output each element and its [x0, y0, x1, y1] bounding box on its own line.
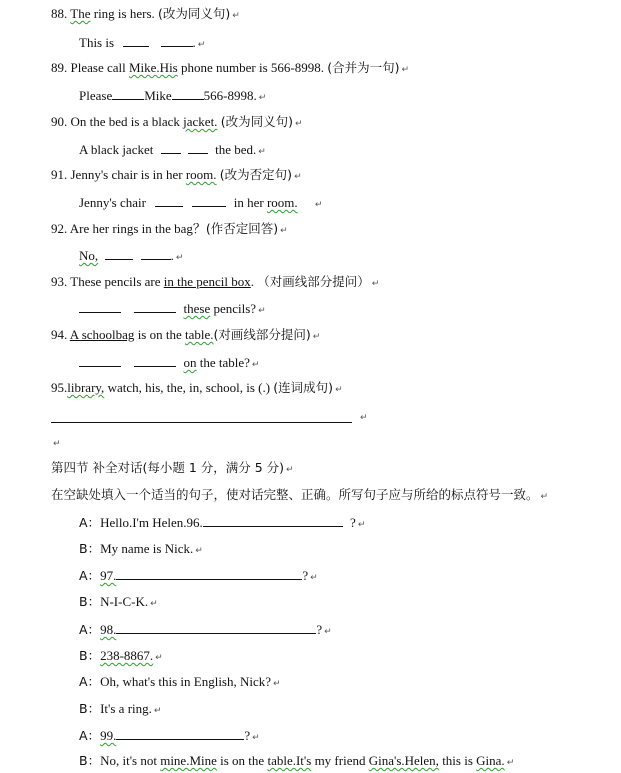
- q91-num: 91.: [51, 167, 68, 182]
- q90-answer-start: A black jacket: [79, 142, 154, 157]
- empty-paragraph: [51, 434, 61, 452]
- q97-blank[interactable]: [116, 567, 302, 580]
- q90-line: [51, 114, 303, 132]
- q88-word-the: The: [70, 6, 91, 21]
- q88-blank-2[interactable]: [161, 34, 193, 47]
- return-mark-icon: ↵: [258, 147, 266, 157]
- speaker-label: B：: [79, 701, 101, 716]
- dialogue-num: 99.: [100, 728, 117, 743]
- q92-line: [51, 221, 288, 239]
- q89-ans-1: Please: [79, 88, 113, 103]
- return-mark-icon: ↵: [324, 627, 332, 637]
- dialogue-line-6: [79, 648, 163, 666]
- dialogue-num: 98.: [100, 622, 117, 637]
- speaker-label: A：: [79, 674, 101, 689]
- return-mark-icon: ↵: [232, 11, 240, 21]
- speaker-label: B：: [79, 594, 101, 609]
- q92-sentence: Are her rings in the bag？: [69, 221, 206, 236]
- q95-instruction: (连词成句): [273, 380, 334, 395]
- q92-blank-1[interactable]: [105, 247, 133, 260]
- q89-answer-line: [79, 87, 266, 106]
- q95-answer-return: [358, 408, 368, 426]
- return-mark-icon: ↵: [252, 733, 260, 743]
- return-mark-icon: ↵: [155, 653, 163, 663]
- q89-line: [51, 60, 409, 78]
- return-mark-icon: ↵: [294, 172, 302, 182]
- return-mark-icon: ↵: [258, 93, 267, 103]
- return-mark-icon: ↵: [401, 65, 410, 75]
- speaker-label: A：: [79, 622, 101, 637]
- return-mark-icon: ↵: [540, 492, 549, 502]
- dialogue-text-c: is on the: [220, 753, 265, 768]
- q95-answer-line[interactable]: [51, 422, 352, 423]
- return-mark-icon: ↵: [153, 706, 162, 716]
- dialogue-text: N-I-C-K.: [100, 594, 149, 609]
- q90-num: 90.: [51, 114, 68, 129]
- return-mark-icon: ↵: [150, 599, 158, 609]
- q91-line: [51, 167, 302, 185]
- dialogue-end: ?: [244, 728, 251, 743]
- q94-instruction: (对画线部分提问): [213, 327, 311, 342]
- q89-instruction: (合并为一句): [327, 60, 400, 75]
- return-mark-icon: ↵: [312, 332, 321, 342]
- dialogue-text: Hello.I'm Helen.96.: [100, 515, 203, 530]
- q93-instruction: （对画线部分提问）: [257, 274, 370, 289]
- q89-blank-1[interactable]: [112, 87, 144, 100]
- section4-title: 第四节 补全对话(每小题 1 分，满分 5 分): [51, 460, 285, 475]
- q91-answer-room: room.: [266, 195, 298, 210]
- q90-instruction: (改为同义句): [220, 114, 293, 129]
- q89-word-mike: Mike.His: [128, 60, 178, 75]
- q92-instruction: (作否定回答): [205, 221, 279, 236]
- section4-title-line: [51, 460, 294, 478]
- q89-sentence-a: Please call: [70, 60, 126, 75]
- q93-answer-end: pencils?: [213, 301, 257, 316]
- speaker-label: A：: [79, 515, 101, 530]
- section4-instruction: 在空缺处填入一个适当的句子，使对话完整、正确。所写句子应与所给的标点符号一致。: [51, 487, 539, 502]
- q88-answer-start: This is: [79, 35, 115, 50]
- return-mark-icon: ↵: [360, 413, 368, 423]
- return-mark-icon: ↵: [195, 546, 203, 556]
- speaker-label: A：: [79, 728, 101, 743]
- dialogue-text-g: this is: [442, 753, 473, 768]
- return-mark-icon: ↵: [175, 253, 184, 263]
- q88-line: [51, 6, 240, 24]
- q94-answer-on: on: [183, 355, 197, 370]
- q95-words: watch, his, the, in, school, is (.): [107, 380, 271, 395]
- dialogue-line-3: [79, 567, 318, 586]
- return-mark-icon: ↵: [197, 40, 206, 50]
- q89-num: 89.: [51, 60, 68, 75]
- dialogue-text: My name is Nick.: [100, 541, 194, 556]
- dialogue-text-h: Gina.: [476, 753, 505, 768]
- dialogue-end: ?: [302, 568, 309, 583]
- q93-num: 93.: [51, 274, 68, 289]
- q90-blank-2[interactable]: [188, 141, 208, 154]
- return-mark-icon: ↵: [286, 465, 294, 475]
- q89-ans-2: Mike: [144, 88, 172, 103]
- dialogue-line-1: [79, 514, 365, 533]
- dialogue-line-9: [79, 727, 260, 746]
- dialogue-text-a: No, it's not: [100, 753, 157, 768]
- dialogue-text: It's a ring.: [100, 701, 152, 716]
- q89-ans-3: 566-8998.: [203, 88, 257, 103]
- dialogue-num: 97.: [100, 568, 117, 583]
- q94-word-table: table.: [185, 327, 214, 342]
- return-mark-icon: ↵: [310, 573, 318, 583]
- dialogue-line-7: [79, 674, 281, 692]
- q91-blank-1[interactable]: [155, 194, 183, 207]
- q96-blank[interactable]: [203, 514, 343, 527]
- q94-blank-1[interactable]: [79, 354, 121, 367]
- q93-underlined-phrase: in the pencil box: [163, 274, 251, 289]
- q90-answer-end: the bed.: [215, 142, 257, 157]
- dialogue-line-5: [79, 621, 332, 640]
- return-mark-icon: ↵: [314, 200, 323, 210]
- q91-answer-end: in her: [233, 195, 264, 210]
- q88-num: 88.: [51, 6, 68, 21]
- q92-num: 92.: [51, 221, 68, 236]
- speaker-label: A：: [79, 568, 101, 583]
- q93-blank-2[interactable]: [134, 300, 176, 313]
- dialogue-text-e: my friend: [314, 753, 366, 768]
- q91-word-room: room.: [185, 167, 217, 182]
- q94-sentence-b: is on the: [137, 327, 182, 342]
- q88-answer-end: .: [192, 35, 196, 50]
- q88-answer-line: [79, 34, 205, 53]
- q89-blank-2[interactable]: [172, 87, 204, 100]
- q92-answer-start: No,: [79, 248, 99, 263]
- q90-blank-1[interactable]: [161, 141, 181, 154]
- dialogue-line-4: [79, 594, 158, 612]
- dialogue-line-2: [79, 541, 203, 559]
- q93-line: [51, 274, 379, 292]
- q94-answer-line: [79, 354, 259, 373]
- q91-blank-2[interactable]: [192, 194, 226, 207]
- speaker-label: B：: [79, 753, 101, 768]
- q94-blank-2[interactable]: [134, 354, 176, 367]
- speaker-label: B：: [79, 541, 101, 556]
- return-mark-icon: ↵: [335, 385, 343, 395]
- return-mark-icon: ↵: [506, 758, 515, 768]
- q93-answer-line: [79, 300, 266, 319]
- q90-word-jacket: jacket.: [183, 114, 218, 129]
- q88-blank-1[interactable]: [123, 34, 149, 47]
- q92-blank-2[interactable]: [141, 247, 171, 260]
- return-mark-icon: ↵: [357, 520, 366, 530]
- return-mark-icon: ↵: [280, 226, 288, 236]
- section4-instruction-line: [51, 487, 548, 505]
- q95-line: [51, 380, 343, 398]
- q93-sentence-a: These pencils are: [70, 274, 161, 289]
- q93-answer-these: these: [183, 301, 211, 316]
- dialogue-text: Oh, what's this in English, Nick?: [100, 674, 272, 689]
- q93-sentence-end: .: [250, 274, 255, 289]
- return-mark-icon: ↵: [294, 119, 303, 129]
- return-mark-icon: ↵: [273, 679, 281, 689]
- dialogue-end: ?: [350, 515, 356, 530]
- dialogue-text-f: Gina's.Helen,: [368, 753, 439, 768]
- dialogue-end: ?: [316, 622, 323, 637]
- q93-blank-1[interactable]: [79, 300, 121, 313]
- q91-answer-start: Jenny's chair: [79, 195, 146, 210]
- return-mark-icon: ↵: [251, 360, 260, 370]
- q89-sentence-c: phone number is 566-8998.: [180, 60, 324, 75]
- q91-answer-line: [79, 194, 322, 213]
- q94-underlined-phrase: A schoolbag: [69, 327, 135, 342]
- q94-answer-end: the table?: [199, 355, 250, 370]
- dialogue-text-b: mine.Mine: [160, 753, 217, 768]
- dialogue-text-d: table.It's: [267, 753, 312, 768]
- dialogue-line-10: [79, 753, 514, 771]
- q95-word-library: library,: [67, 380, 105, 395]
- dialogue-line-8: [79, 701, 161, 719]
- q91-sentence-a: Jenny's chair is in her: [70, 167, 183, 182]
- q99-blank[interactable]: [116, 727, 244, 740]
- dialogue-text: 238-8867.: [100, 648, 154, 663]
- return-mark-icon: ↵: [371, 279, 380, 289]
- q90-sentence-a: On the bed is a black: [70, 114, 180, 129]
- q88-instruction: (改为同义句): [158, 6, 231, 21]
- return-mark-icon: ↵: [53, 439, 61, 449]
- speaker-label: B：: [79, 648, 101, 663]
- return-mark-icon: ↵: [258, 306, 266, 316]
- q95-num: 95.: [51, 380, 68, 395]
- q90-answer-line: [79, 141, 266, 160]
- q94-line: [51, 327, 320, 345]
- q92-answer-end: .: [170, 248, 174, 263]
- q98-blank[interactable]: [116, 621, 316, 634]
- q88-sentence: ring is hers.: [93, 6, 155, 21]
- q92-answer-line: [79, 247, 183, 266]
- q91-instruction: (改为否定句): [219, 167, 293, 182]
- q94-num: 94.: [51, 327, 68, 342]
